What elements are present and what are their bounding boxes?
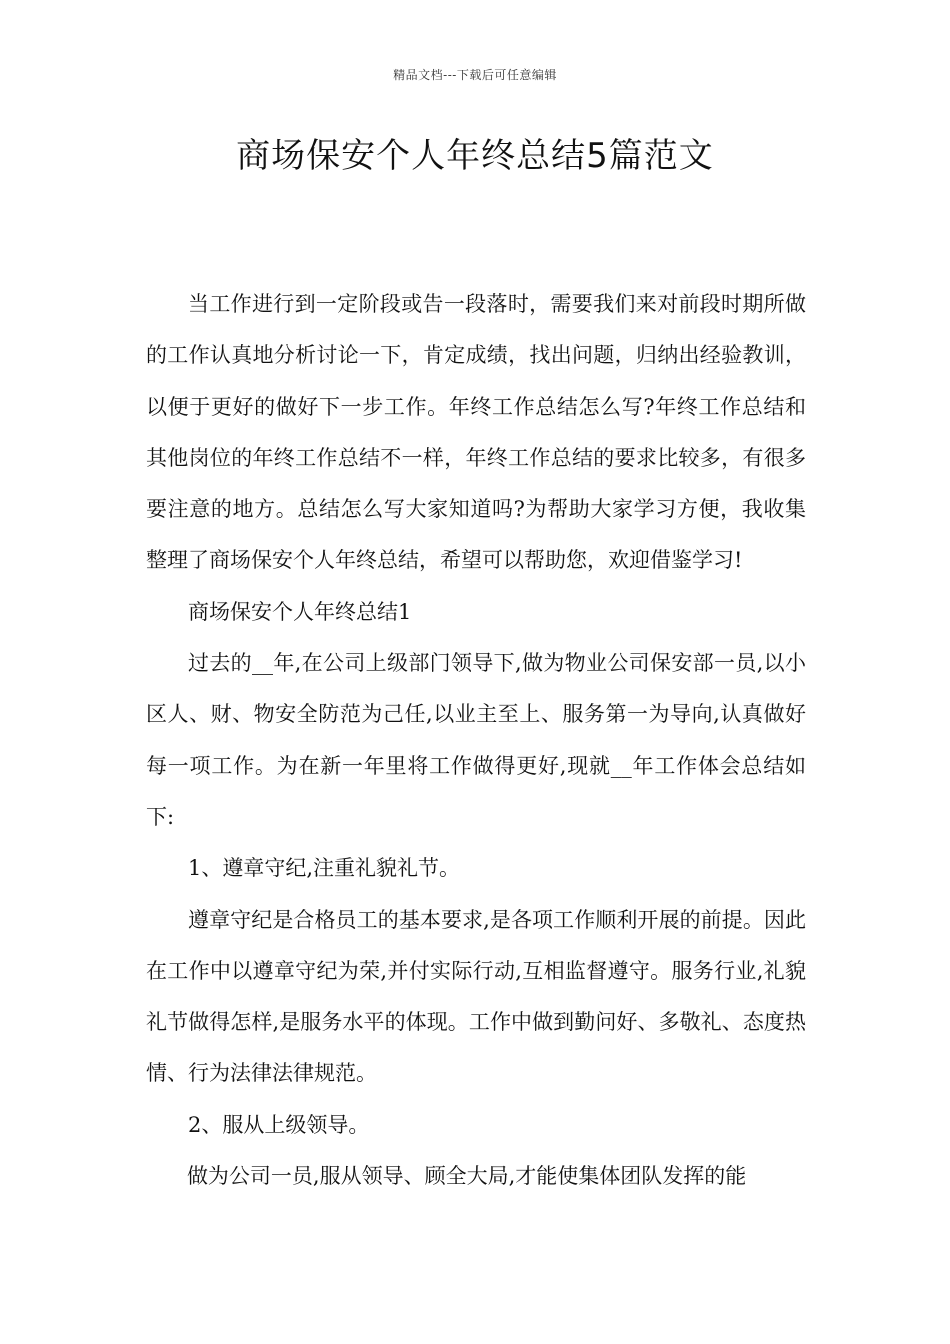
list-heading-2: 2、服从上级领导。 — [188, 1112, 370, 1137]
document-body — [146, 279, 806, 1202]
list-heading-1: 1、遵章守纪,注重礼貌礼节。 — [188, 856, 461, 881]
document-title: 商场保安个人年终总结5篇范文 — [236, 136, 714, 176]
body-paragraph: 做为公司一员,服从领导、顾全大局,才能使集体团队发挥的能 — [186, 1164, 747, 1189]
body-paragraph: 过去的__年,在公司上级部门领导下,做为物业公司保安部一员,以小区人、财、物安全防范为己任,以业主至上、服务第一为导向,认真做好每一项工作。为在新一年里将工作做得更好,现就__年工作体会总结如下: — [146, 651, 806, 829]
intro-paragraph: 当工作进行到一定阶段或告一段落时，需要我们来对前段时期所做的工作认真地分析讨论一下，肯定成绩，找出问题，归纳出经验教训，以便于更好的做好下一步工作。年终工作总结怎么写?年终工作总结和其他岗位的年终工作总结不一样，年终工作总结的要求比较多，有很多要注意的地方。总结怎么写大家知道吗?为帮助大家学习方便，我收集整理了商场保安个人年终总结，希望可以帮助您，欢迎借鉴学习! — [146, 292, 806, 573]
body-paragraph: 遵章守纪是合格员工的基本要求,是各项工作顺利开展的前提。因此在工作中以遵章守纪为荣,并付实际行动,互相监督遵守。服务行业,礼貌礼节做得怎样,是服务水平的体现。工作中做到勤问好、多敬礼、态度热情、行为法律法律规范。 — [146, 907, 806, 1086]
header-note: 精品文档---下载后可任意编辑 — [393, 68, 557, 82]
section-heading-1: 商场保安个人年终总结1 — [188, 599, 412, 624]
